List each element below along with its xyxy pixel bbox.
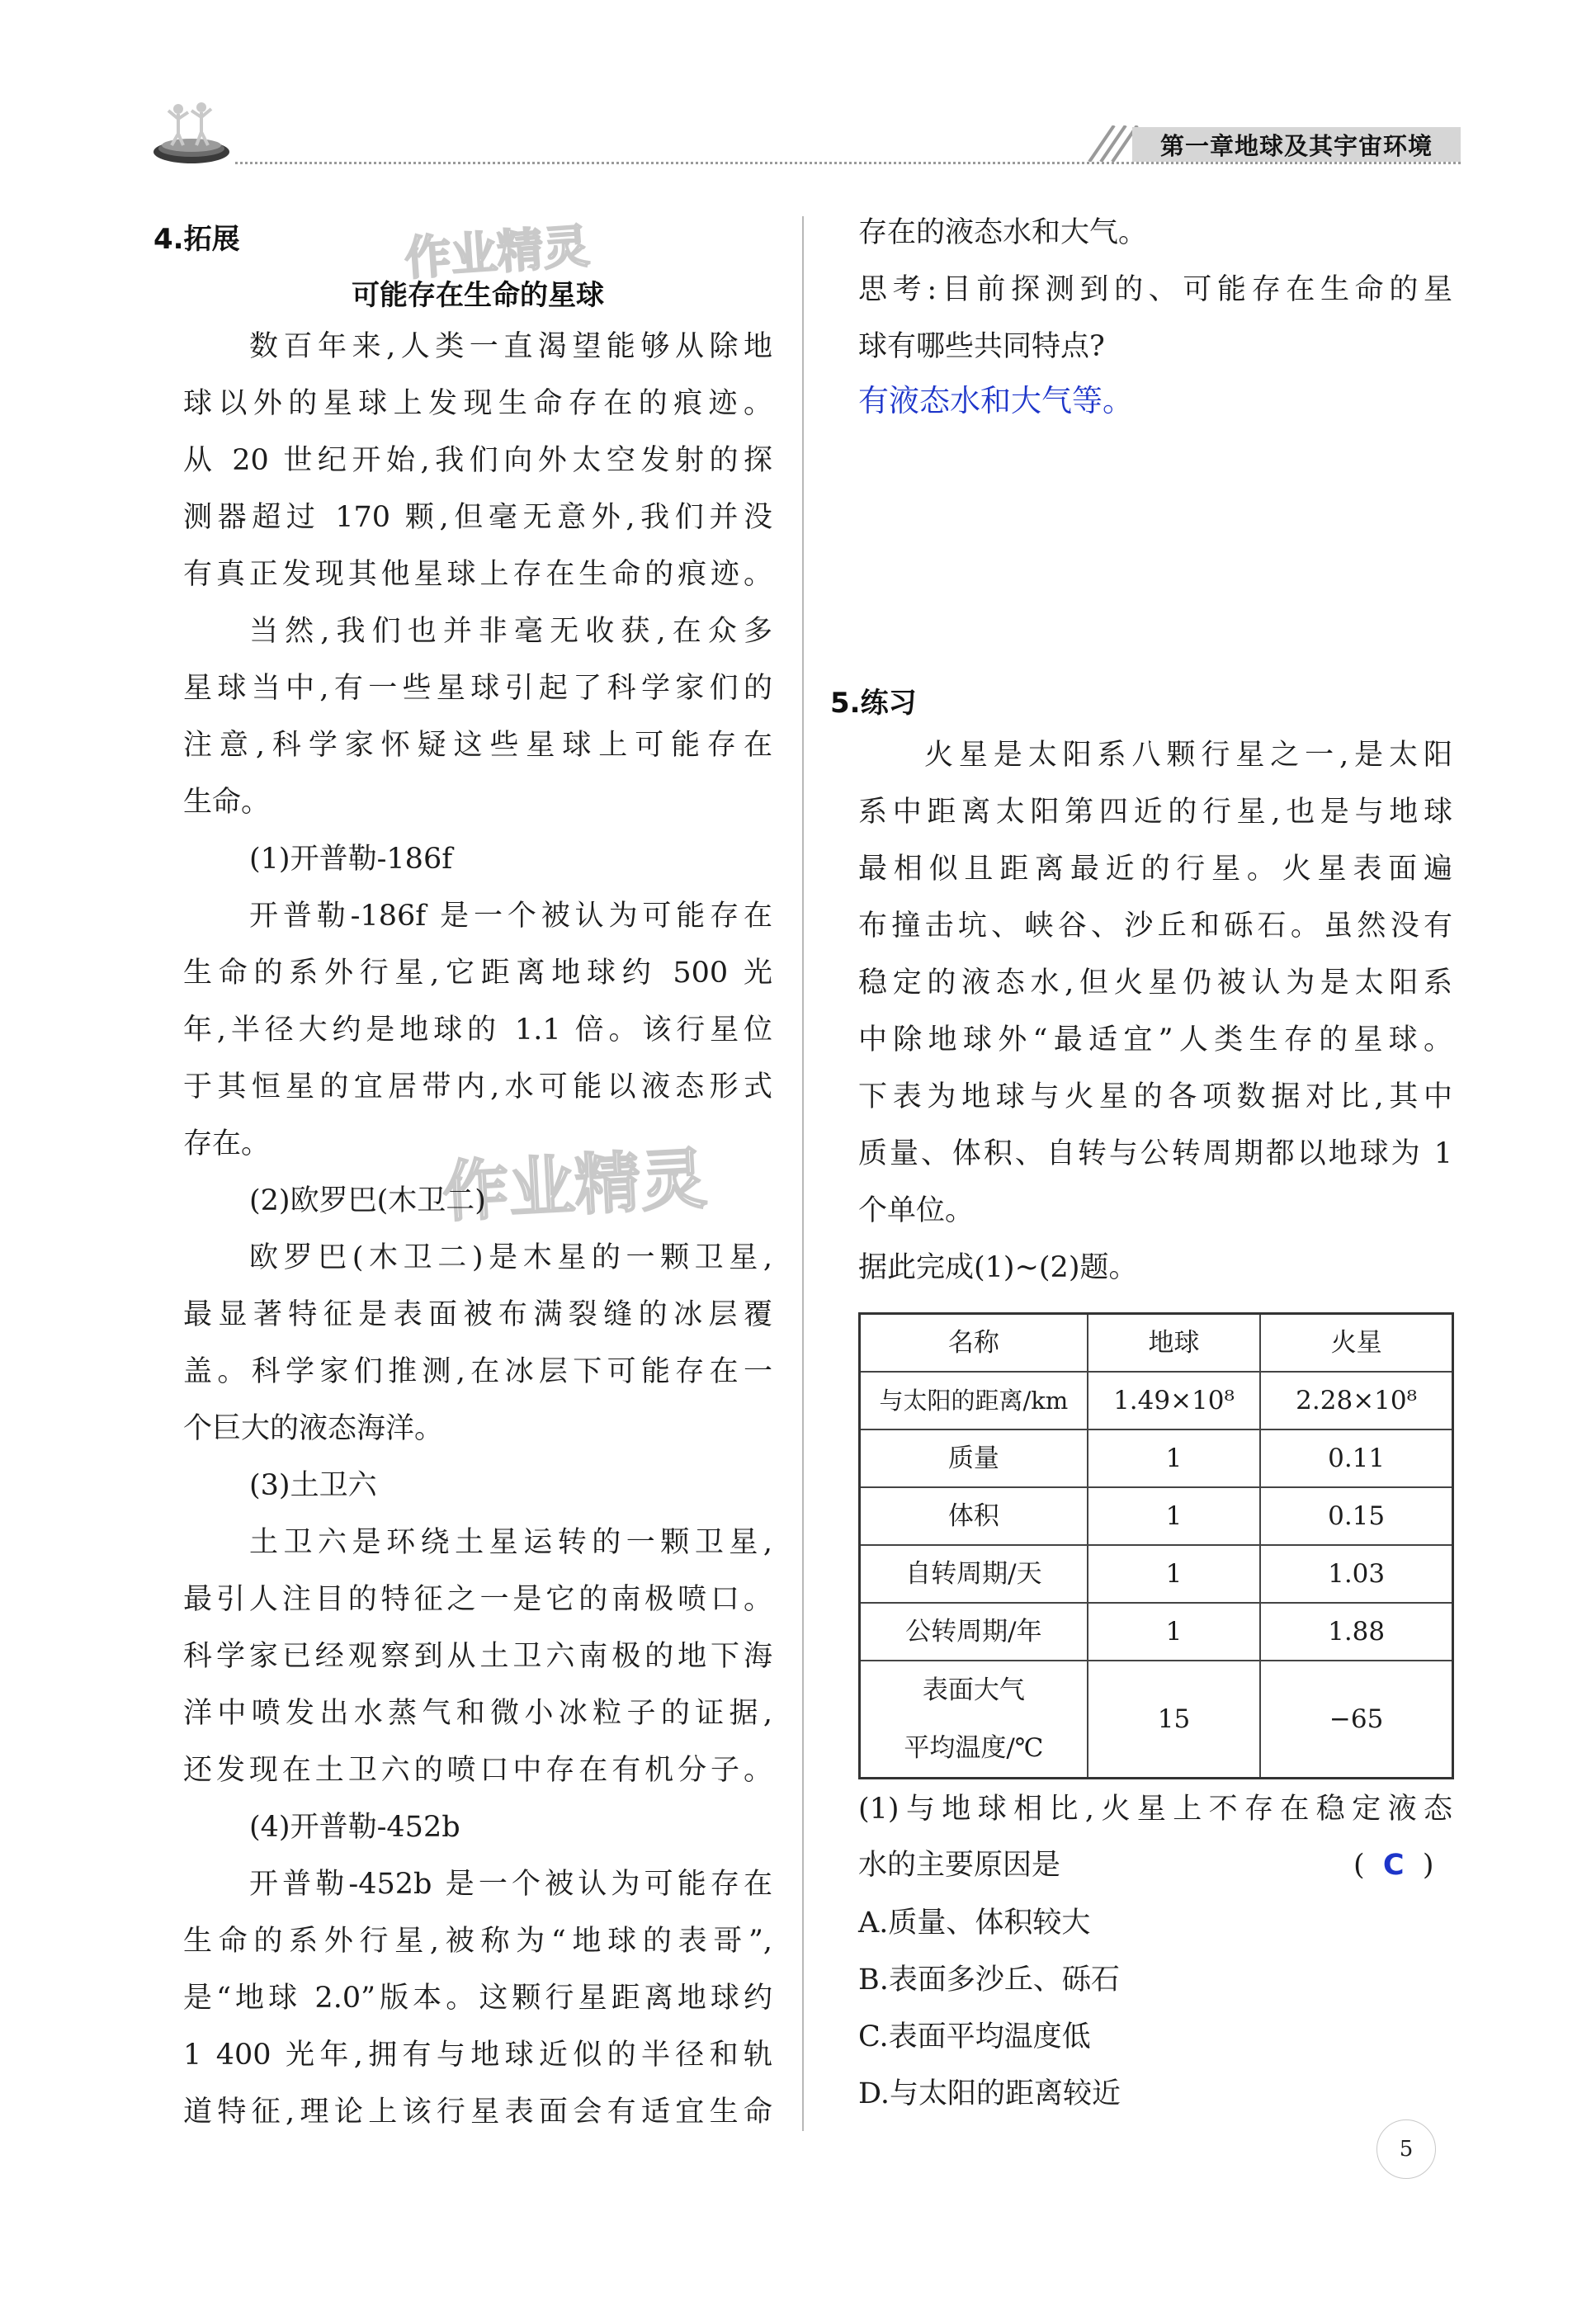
table-header: 名称 xyxy=(860,1314,1088,1372)
practice-line: 下表为地球与火星的各项数据对比,其中 xyxy=(858,1080,1452,1113)
table-row xyxy=(860,1429,1453,1487)
table-cell-earth: 1 xyxy=(1088,1487,1260,1545)
article-line: 注意,科学家怀疑这些星球上可能存在 xyxy=(183,729,772,762)
chapter-number: 第一章 xyxy=(1159,131,1235,160)
practice-line: 系中距离太阳第四近的行星,也是与地球 xyxy=(858,796,1452,829)
article-line: 科学家已经观察到从土卫六南极的地下海 xyxy=(183,1640,772,1673)
article-line: 星球当中,有一些星球引起了科学家们的 xyxy=(183,672,772,705)
table-row xyxy=(860,1487,1453,1545)
earth-mars-comparison-table xyxy=(858,1312,1454,1779)
table-row xyxy=(860,1661,1453,1779)
table-cell-earth: 1.49×10⁸ xyxy=(1088,1372,1260,1429)
table-cell-label: 公转周期/年 xyxy=(860,1603,1088,1661)
column-divider xyxy=(802,216,804,2131)
article-line: 数百年来,人类一直渴望能够从除地 xyxy=(249,330,772,363)
article-line: 土卫六是环绕土星运转的一颗卫星, xyxy=(249,1526,772,1559)
table-cell-label: 质量 xyxy=(860,1429,1088,1487)
article-line: 道特征,理论上该行星表面会有适宜生命 xyxy=(183,2096,772,2129)
article-line: 开普勒-186f 是一个被认为可能存在 xyxy=(249,900,772,933)
table-cell-mars: 2.28×10⁸ xyxy=(1260,1372,1452,1429)
question-1-stem: (1)与地球相比,火星上不存在稳定液态 xyxy=(858,1793,1452,1826)
article-line: 还发现在土卫六的喷口中存在有机分子。 xyxy=(183,1754,772,1787)
question-1-stem: 水的主要原因是 xyxy=(858,1849,1061,1882)
option-a: A.质量、体积较大 xyxy=(858,1907,1091,1940)
table-header: 地球 xyxy=(1088,1314,1260,1372)
table-cell-earth: 1 xyxy=(1088,1429,1260,1487)
table-cell-label xyxy=(860,1661,1088,1779)
article-line: 是“地球 2.0”版本。这颗行星距离地球约 xyxy=(183,1982,772,2015)
table-cell-label: 自转周期/天 xyxy=(860,1545,1088,1603)
article-line: 盖。科学家们推测,在冰层下可能存在一 xyxy=(183,1355,772,1388)
table-cell-mars: 0.11 xyxy=(1260,1429,1452,1487)
article-line: 于其恒星的宜居带内,水可能以液态形式 xyxy=(183,1070,772,1103)
bracket-open: ( xyxy=(1353,1849,1383,1882)
article-line: 最引人注目的特征之一是它的南极喷口。 xyxy=(183,1583,772,1616)
table-row xyxy=(860,1372,1453,1429)
article-line: 个巨大的液态海洋。 xyxy=(183,1412,444,1445)
table-row xyxy=(860,1603,1453,1661)
table-label-line: 表面大气 xyxy=(922,1675,1025,1705)
article-line: 洋中喷发出水蒸气和微小冰粒子的证据, xyxy=(183,1697,772,1730)
article-line: 欧罗巴(木卫二)是木星的一颗卫星, xyxy=(249,1241,772,1274)
watermark: 作业精灵 xyxy=(441,1140,709,1231)
chapter-topic: 地球及其宇宙环境 xyxy=(1235,131,1433,160)
option-c: C.表面平均温度低 xyxy=(858,2020,1091,2053)
bracket-close: ) xyxy=(1404,1849,1434,1882)
table-row xyxy=(860,1545,1453,1603)
table-cell-mars: −65 xyxy=(1260,1661,1452,1779)
instruction-line: 据此完成(1)~(2)题。 xyxy=(858,1251,1138,1284)
article-line: 当然,我们也并非毫无收获,在众多 xyxy=(249,615,772,648)
section-label-practice: 5.练习 xyxy=(830,687,917,720)
practice-line: 稳定的液态水,但火星仍被认为是太阳系 xyxy=(858,966,1452,999)
table-cell-label: 与太阳的距离/km xyxy=(860,1372,1088,1429)
article-line: 存在。 xyxy=(183,1127,271,1160)
table-cell-mars: 1.88 xyxy=(1260,1603,1452,1661)
subheading-europa: (2)欧罗巴(木卫二) xyxy=(249,1184,486,1217)
article-line: 1 400 光年,拥有与地球近似的半径和轨 xyxy=(183,2039,772,2072)
page-number: 5 xyxy=(1376,2119,1436,2179)
article-line: 开普勒-452b 是一个被认为可能存在 xyxy=(249,1868,772,1901)
think-question: 球有哪些共同特点? xyxy=(858,330,1105,363)
table-cell-mars: 1.03 xyxy=(1260,1545,1452,1603)
article-line: 最显著特征是表面被布满裂缝的冰层覆 xyxy=(183,1298,772,1331)
table-cell-earth: 15 xyxy=(1088,1661,1260,1779)
article-continuation: 存在的液态水和大气。 xyxy=(858,216,1148,249)
article-line: 生命。 xyxy=(183,786,271,819)
book-figures-logo-icon xyxy=(150,97,233,168)
article-line: 从 20 世纪开始,我们向外太空发射的探 xyxy=(183,444,772,477)
option-b: B.表面多沙丘、砾石 xyxy=(858,1963,1120,1996)
practice-line: 质量、体积、自转与公转周期都以地球为 1 xyxy=(858,1137,1452,1170)
section-label-extension: 4.拓展 xyxy=(153,223,240,256)
table-label-line: 平均温度/℃ xyxy=(904,1732,1044,1763)
table-header: 火星 xyxy=(1260,1314,1452,1372)
table-cell-mars: 0.15 xyxy=(1260,1487,1452,1545)
article-line: 年,半径大约是地球的 1.1 倍。该行星位 xyxy=(183,1014,772,1047)
answer-bracket xyxy=(1353,1849,1434,1882)
article-line: 生命的系外行星,被称为“地球的表哥”, xyxy=(183,1925,772,1958)
article-line: 有真正发现其他星球上存在生命的痕迹。 xyxy=(183,558,772,591)
header-rule xyxy=(235,162,1461,164)
article-title: 可能存在生命的星球 xyxy=(352,279,604,312)
practice-line: 火星是太阳系八颗行星之一,是太阳 xyxy=(924,739,1452,772)
table-header-row xyxy=(860,1314,1453,1372)
practice-line: 最相似且距离最近的行星。火星表面遍 xyxy=(858,853,1452,886)
article-line: 生命的系外行星,它距离地球约 500 光 xyxy=(183,957,772,990)
practice-line: 布撞击坑、峡谷、沙丘和砾石。虽然没有 xyxy=(858,910,1452,943)
article-line: 球以外的星球上发现生命存在的痕迹。 xyxy=(183,387,772,420)
answer-choice: C xyxy=(1382,1849,1405,1882)
table-cell-label: 体积 xyxy=(860,1487,1088,1545)
practice-line: 中除地球外“最适宜”人类生存的星球。 xyxy=(858,1023,1452,1056)
table-cell-earth: 1 xyxy=(1088,1545,1260,1603)
watermark: 作业精灵 xyxy=(403,220,592,286)
table-cell-earth: 1 xyxy=(1088,1603,1260,1661)
subheading-titan: (3)土卫六 xyxy=(249,1469,377,1502)
chapter-header xyxy=(1132,127,1461,162)
subheading-kepler-452b: (4)开普勒-452b xyxy=(249,1811,460,1844)
think-question: 思考:目前探测到的、可能存在生命的星 xyxy=(858,273,1452,306)
article-line: 测器超过 170 颗,但毫无意外,我们并没 xyxy=(183,501,772,534)
option-d: D.与太阳的距离较近 xyxy=(858,2077,1121,2110)
subheading-kepler-186f: (1)开普勒-186f xyxy=(249,843,453,876)
practice-line: 个单位。 xyxy=(858,1194,975,1227)
think-answer: 有液态水和大气等。 xyxy=(858,383,1133,418)
